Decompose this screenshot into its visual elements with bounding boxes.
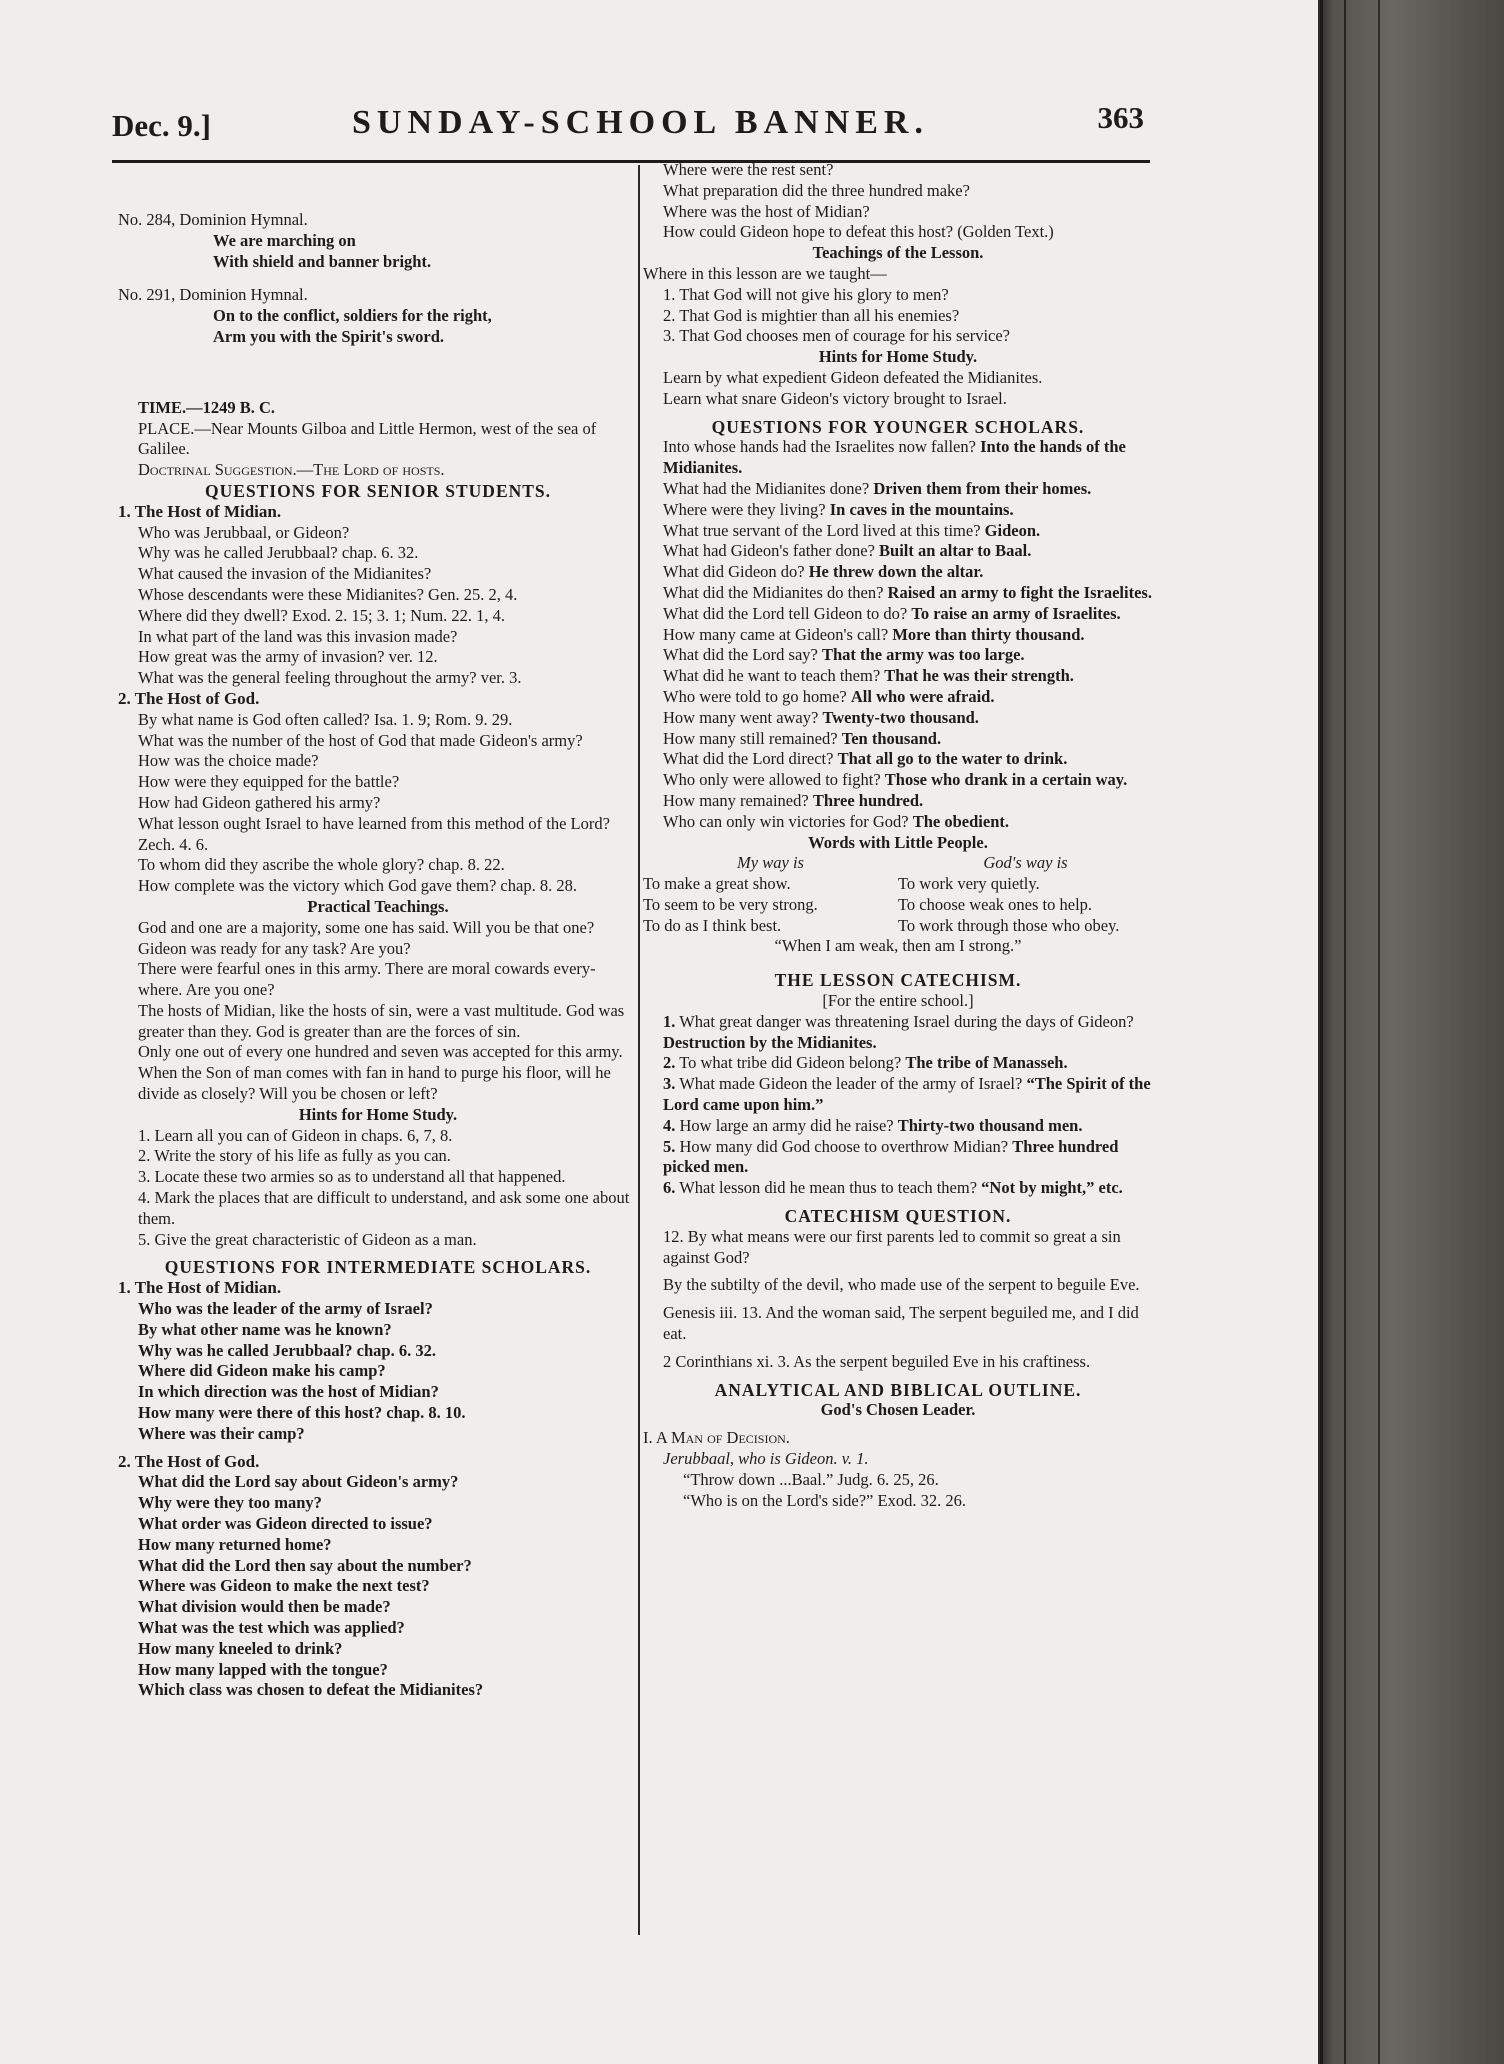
senior-questions-1 — [118, 523, 638, 689]
teaching-paragraph: The hosts of Midian, like the hosts of sin, were a vast multitude. God was greater than they. God is greater than are the forces of sin. — [138, 1000, 625, 1041]
question-item: Where was Gideon to make the next test? — [138, 1576, 430, 1596]
teachings-intro: Where in this lesson are we taught— — [643, 263, 887, 283]
outline-line: “Who is on the Lord's side?” Exod. 32. 26. — [683, 1490, 966, 1510]
qa-item — [643, 521, 1153, 542]
qa-item — [643, 749, 1153, 770]
question-text: How many went away? — [663, 707, 819, 727]
question-text: What made Gideon the leader of the army of Israel? — [679, 1074, 1023, 1094]
question-item: How could Gideon hope to defeat this host? (Golden Text.) — [663, 222, 1054, 242]
question-item: What preparation did the three hundred make? — [663, 180, 970, 200]
question-text: What had Gideon's father done? — [663, 541, 875, 561]
senior-section-1: 1. The Host of Midian. — [118, 501, 282, 521]
item-number: 1. — [663, 1011, 676, 1031]
answer-text: Three hundred picked men. — [663, 1136, 1119, 1177]
hint-item: 1. Learn all you can of Gideon in chaps. 6, 7, 8. — [138, 1125, 453, 1145]
question-item: How had Gideon gathered his army? — [138, 792, 381, 812]
question-item: Where was the host of Midian? — [663, 201, 870, 221]
catechism-subtitle: [For the entire school.] — [822, 991, 974, 1011]
question-text: How many did God choose to overthrow Midian? — [679, 1136, 1009, 1156]
teachings-list — [643, 285, 1153, 347]
answer-text: Gideon. — [984, 520, 1041, 540]
question-text: What did he want to teach them? — [663, 666, 881, 686]
question-item: Why were they too many? — [138, 1493, 322, 1513]
teaching-paragraph: Only one out of every one hundred and seven was accepted for this army. — [138, 1042, 623, 1062]
way-item: To work very quietly. — [898, 874, 1040, 894]
question-item: How many were there of this host? chap. 8. 10. — [138, 1403, 466, 1423]
hints-list — [643, 368, 1153, 410]
hints-heading: Hints for Home Study. — [818, 347, 978, 367]
hint-item: 4. Mark the places that are difficult to understand, and ask some one about them. — [138, 1188, 630, 1228]
book-edge — [1318, 0, 1504, 2064]
qa-item — [643, 708, 1153, 729]
answer-text: All who were afraid. — [850, 686, 995, 706]
senior-heading: QUESTIONS FOR SENIOR STUDENTS. — [204, 480, 552, 501]
answer-text: In caves in the mountains. — [829, 499, 1014, 519]
answer-text: Three hundred. — [812, 790, 924, 810]
answer-text: That the army was too large. — [822, 645, 1025, 665]
qa-item — [643, 562, 1153, 583]
continued-questions — [643, 160, 1153, 243]
question-item: What lesson ought Israel to have learned from this method of the Lord? Zech. 4. 6. — [138, 813, 610, 854]
question-text: What great danger was threatening Israel during the days of Gideon? — [679, 1011, 1134, 1031]
answer-text: “Not by might,” etc. — [981, 1178, 1123, 1198]
question-item: Whose descendants were these Midianites? Gen. 25. 2, 4. — [138, 584, 518, 604]
younger-heading: QUESTIONS FOR YOUNGER SCHOLARS. — [711, 416, 1085, 437]
hint-item: 2. Write the story of his life as fully as you can. — [138, 1146, 451, 1166]
lesson-time: TIME.—1249 B. C. — [138, 397, 276, 417]
answer-text: “The Spirit of the Lord came upon him.” — [663, 1074, 1151, 1115]
catechism-item — [643, 1074, 1153, 1116]
page-number: 363 — [1097, 100, 1144, 135]
outline-subtitle: God's Chosen Leader. — [820, 1400, 976, 1420]
item-number: 4. — [663, 1115, 676, 1135]
hint-item: 5. Give the great characteristic of Gideon as a man. — [138, 1229, 477, 1249]
answer-text: Ten thousand. — [841, 728, 942, 748]
question-item: Why was he called Jerubbaal? chap. 6. 32. — [138, 543, 419, 563]
way-item: To do as I think best. — [643, 915, 782, 935]
intermediate-heading: QUESTIONS FOR INTERMEDIATE SCHOLARS. — [164, 1257, 592, 1278]
question-item: What division would then be made? — [138, 1597, 391, 1617]
answer-text: Driven them from their homes. — [873, 478, 1092, 498]
qa-item — [643, 541, 1153, 562]
lesson-place: PLACE.—Near Mounts Gilboa and Little Hermon, west of the sea of Galilee. — [138, 418, 597, 459]
hymn-line: On to the conflict, soldiers for the right, — [213, 306, 492, 326]
qa-item — [643, 812, 1153, 833]
little-people-heading: Words with Little People. — [808, 832, 988, 852]
question-text: Into whose hands had the Israelites now fallen? — [663, 437, 976, 457]
question-item: In which direction was the host of Midian? — [138, 1382, 439, 1402]
answer-text: Those who drank in a certain way. — [884, 770, 1128, 790]
answer-text: That he was their strength. — [884, 666, 1074, 686]
question-item: What caused the invasion of the Midianites? — [138, 564, 432, 584]
teaching-paragraph: When the Son of man comes with fan in hand to purge his floor, will he divide as closely? Will you be chosen or left? — [138, 1063, 611, 1104]
item-number: 3. — [663, 1074, 676, 1094]
hymn-line: Arm you with the Spirit's sword. — [213, 326, 445, 346]
question-text: What did the Lord tell Gideon to do? — [663, 603, 908, 623]
teachings-heading: Teachings of the Lesson. — [812, 243, 984, 263]
question-item: What was the number of the host of God that made Gideon's army? — [138, 730, 583, 750]
question-text: What true servant of the Lord lived at this time? — [663, 520, 981, 540]
qa-item — [643, 666, 1153, 687]
hymn-ref: No. 291, Dominion Hymnal. — [118, 285, 308, 305]
answer-text: To raise an army of Israelites. — [911, 603, 1121, 623]
question-item: Who was the leader of the army of Israel? — [138, 1299, 433, 1319]
ways-head: God's way is — [983, 853, 1068, 873]
hymn-ref: No. 284, Dominion Hymnal. — [118, 210, 308, 229]
outline-heading: ANALYTICAL AND BIBLICAL OUTLINE. — [714, 1379, 1082, 1400]
question-item: By what name is God often called? Isa. 1. 9; Rom. 9. 29. — [138, 709, 513, 729]
qa-item — [643, 604, 1153, 625]
intermediate-section-1: 1. The Host of Midian. — [118, 1278, 282, 1298]
outline-line: “Throw down ...Baal.” Judg. 6. 25, 26. — [683, 1469, 939, 1489]
question-text: How many came at Gideon's call? — [663, 624, 889, 644]
intermediate-questions-2 — [118, 1472, 638, 1701]
hymn-line: We are marching on — [213, 230, 356, 250]
way-item: To choose weak ones to help. — [898, 894, 1093, 914]
qa-item — [643, 625, 1153, 646]
question-item: What was the test which was applied? — [138, 1618, 405, 1637]
way-item: To make a great show. — [643, 874, 791, 894]
answer-text: More than thirty thousand. — [892, 624, 1085, 644]
qa-item — [643, 770, 1153, 791]
question-item: Where was their camp? — [138, 1423, 305, 1443]
question-item: How complete was the victory which God gave them? chap. 8. 28. — [138, 876, 577, 896]
question-text: Who only were allowed to fight? — [663, 770, 881, 790]
question-text: What lesson did he mean thus to teach them? — [679, 1178, 978, 1198]
hymn-line: With shield and banner bright. — [213, 251, 432, 271]
question-text: Who can only win victories for God? — [663, 811, 909, 831]
qa-item — [643, 500, 1153, 521]
question-text: What did the Lord direct? — [663, 749, 834, 769]
hint-item: Learn by what expedient Gideon defeated the Midianites. — [663, 367, 1043, 387]
teaching-paragraph: There were fearful ones in this army. There are moral cowards every-where. Are you one? — [138, 959, 596, 1000]
ways-table — [643, 853, 1153, 936]
question-text: To what tribe did Gideon belong? — [679, 1053, 902, 1073]
answer-text: The tribe of Manasseh. — [905, 1053, 1068, 1073]
hint-item: Learn what snare Gideon's victory brought to Israel. — [663, 388, 1007, 408]
question-item: How were they equipped for the battle? — [138, 772, 400, 792]
question-item: What did the Lord say about Gideon's army? — [138, 1472, 459, 1492]
hymn-block — [118, 210, 638, 348]
item-number: 2. — [663, 1053, 676, 1073]
question-item: How many returned home? — [138, 1534, 332, 1554]
answer-text: He threw down the altar. — [808, 562, 984, 582]
question-item: In what part of the land was this invasion made? — [138, 626, 458, 646]
question-text: What did the Lord say? — [663, 645, 818, 665]
question-text: How many remained? — [663, 790, 809, 810]
question-item: Who was Jerubbaal, or Gideon? — [138, 522, 350, 542]
answer-text: Raised an army to fight the Israelites. — [887, 582, 1152, 602]
catechism-list — [643, 1012, 1153, 1199]
question-item: Why was he called Jerubbaal? chap. 6. 32. — [138, 1340, 436, 1360]
question-item: How many lapped with the tongue? — [138, 1659, 388, 1679]
qa-item — [643, 645, 1153, 666]
hints-list — [118, 1126, 638, 1251]
question-item: How great was the army of invasion? ver. 12. — [138, 647, 438, 667]
way-item: To seem to be very strong. — [643, 894, 818, 914]
senior-questions-2 — [118, 710, 638, 897]
page-header — [112, 100, 1144, 150]
question-text: How large an army did he raise? — [679, 1115, 894, 1135]
way-item: To work through those who obey. — [898, 915, 1120, 935]
item-number: 6. — [663, 1178, 676, 1198]
intermediate-section-2: 2. The Host of God. — [118, 1451, 260, 1471]
teaching-paragraph: God and one are a majority, some one has said. Will you be that one? Gideon was ready for any task? Are you? — [138, 917, 595, 958]
answer-text: Destruction by the Midianites. — [663, 1032, 877, 1052]
catechism-item — [643, 1137, 1153, 1179]
question-text: Who were told to go home? — [663, 686, 847, 706]
scripture-ref: 2 Corinthians xi. 3. As the serpent beguiled Eve in his craftiness. — [663, 1351, 1091, 1371]
question-item: How many kneeled to drink? — [138, 1638, 343, 1658]
question-item: By what other name was he known? — [138, 1319, 392, 1339]
left-column — [118, 210, 638, 1701]
catechism-heading: THE LESSON CATECHISM. — [774, 970, 1022, 991]
qa-item — [643, 687, 1153, 708]
question-item: What did the Lord then say about the number? — [138, 1555, 472, 1575]
question-text: What did the Midianites do then? — [663, 582, 884, 602]
little-quote: “When I am weak, then am I strong.” — [774, 936, 1022, 956]
header-title: SUNDAY-SCHOOL BANNER. — [352, 104, 929, 141]
question-text: How many still remained? — [663, 728, 838, 748]
answer-text: That all go to the water to drink. — [837, 749, 1068, 769]
ways-head: My way is — [737, 853, 804, 873]
question-item: What was the general feeling throughout the army? ver. 3. — [138, 668, 522, 688]
doctrinal-suggestion: Doctrinal Suggestion.—The Lord of hosts. — [138, 460, 445, 480]
catechism-item — [643, 1053, 1153, 1074]
answer-text: The obedient. — [912, 811, 1009, 831]
question-text: Where were they living? — [663, 499, 826, 519]
practical-heading: Practical Teachings. — [307, 896, 449, 916]
question-item: To whom did they ascribe the whole glory? chap. 8. 22. — [138, 855, 505, 875]
question-item: How was the choice made? — [138, 751, 319, 771]
catechism-item — [643, 1178, 1153, 1199]
answer-text: Into the hands of the Midianites. — [663, 437, 1126, 478]
hints-heading: Hints for Home Study. — [298, 1104, 458, 1124]
question-text: What had the Midianites done? — [663, 478, 870, 498]
question-item: Where were the rest sent? — [663, 160, 834, 179]
hint-item: 3. Locate these two armies so as to understand all that happened. — [138, 1167, 566, 1187]
answer-text: Twenty-two thousand. — [822, 707, 979, 727]
qa-item — [643, 479, 1153, 500]
answer-text: Thirty-two thousand men. — [897, 1115, 1083, 1135]
catechism-item — [643, 1012, 1153, 1054]
scripture-ref: Genesis iii. 13. And the woman said, The serpent beguiled me, and I did eat. — [663, 1303, 1139, 1344]
answer-text: Built an altar to Baal. — [879, 541, 1032, 561]
teaching-item: 2. That God is mightier than all his enemies? — [663, 305, 960, 325]
outline-line: Jerubbaal, who is Gideon. v. 1. — [663, 1449, 869, 1469]
qa-item — [643, 437, 1153, 479]
catechism-question-heading: CATECHISM QUESTION. — [784, 1206, 1012, 1227]
question-item: What order was Gideon directed to issue? — [138, 1514, 433, 1534]
teaching-item: 3. That God chooses men of courage for his service? — [663, 326, 1010, 346]
question-item: Where did Gideon make his camp? — [138, 1361, 386, 1381]
senior-section-2: 2. The Host of God. — [118, 688, 260, 708]
right-column — [643, 160, 1153, 1511]
catechism-answer: By the subtilty of the devil, who made use of the serpent to beguile Eve. — [663, 1275, 1140, 1295]
catechism-item — [643, 1116, 1153, 1137]
qa-item — [643, 583, 1153, 604]
catechism-question: 12. By what means were our first parents led to commit so great a sin against God? — [663, 1226, 1121, 1267]
practical-teachings — [118, 918, 638, 1105]
qa-item — [643, 729, 1153, 750]
question-item: Which class was chosen to defeat the Midianites? — [138, 1680, 484, 1700]
item-number: 5. — [663, 1136, 676, 1156]
outline-head: I. A Man of Decision. — [643, 1428, 790, 1448]
question-text: What did Gideon do? — [663, 562, 805, 582]
header-date: Dec. 9.] — [112, 108, 211, 143]
question-item: Where did they dwell? Exod. 2. 15; 3. 1; Num. 22. 1, 4. — [138, 605, 506, 625]
qa-item — [643, 791, 1153, 812]
intermediate-questions-1 — [118, 1299, 638, 1445]
column-divider — [638, 165, 640, 1935]
younger-questions — [643, 437, 1153, 832]
teaching-item: 1. That God will not give his glory to men? — [663, 284, 949, 304]
